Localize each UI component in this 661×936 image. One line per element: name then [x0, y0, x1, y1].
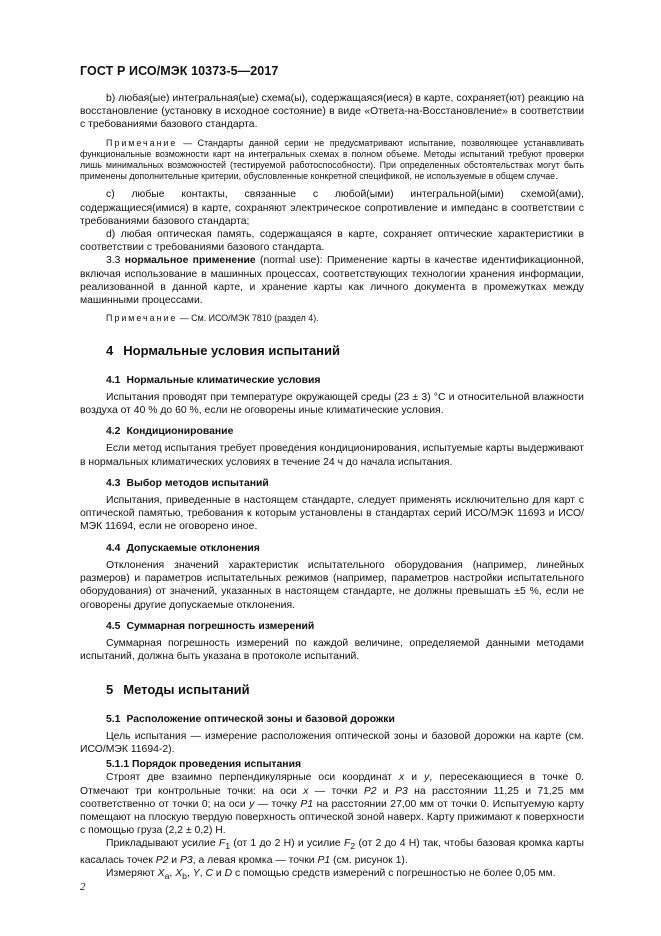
subsection-number: 5.1	[106, 713, 121, 725]
text-run: на расстоянии 11,25 и 71,25 мм соответственно от точки 0; на оси	[80, 785, 584, 810]
section-4-heading	[106, 344, 584, 357]
section-number: 4	[106, 343, 114, 359]
paragraph-4-5: Суммарная погрешность измерений по каждой величине, определяемой данными методами испытаний, должна быть указана в протоколе испытаний.	[80, 637, 584, 663]
subsection-title: Порядок проведения испытания	[132, 759, 302, 771]
subscript: b	[182, 870, 187, 881]
text-run: с помощью средств измерений с погрешностью не более 0,05 мм.	[232, 867, 556, 879]
var-y-cap: Y	[192, 867, 200, 879]
subsection-number: 4.1	[106, 374, 121, 386]
var-y: y	[249, 798, 255, 810]
paragraph-4-3: Испытания, приведенные в настоящем стандарте, следует применять исключительно для карт с оптической памятью, требования к которым установлены в стандартах серий ИСО/МЭК 11693 и ИСО/МЭК 11694, если не оговорено иное.	[80, 495, 584, 533]
text-run: на расстоянии 27,00 мм от точки 0. Испытуемую карту помещают на плоскую твердую поверхность оптической зоной наверх. Карту прижимают к поверхности с помощью груза (2,2 ± 0,2) Н.	[80, 798, 584, 837]
subsection-4-3-heading	[106, 477, 584, 490]
subsection-title: Нормальные климатические условия	[126, 374, 321, 386]
text-run: Строят две взаимно перпендикулярные оси координат	[106, 772, 400, 784]
section-number: 5	[106, 682, 114, 698]
paragraph-4-2: Если метод испытания требует проведения кондиционирования, испытуемые карты выдерживают в нормальных климатических условиях в течение 24 ч до начала испытания.	[80, 443, 584, 468]
var-x: x	[399, 772, 405, 784]
subscript: 2	[350, 841, 356, 852]
paragraph-5-1-1-b	[80, 837, 584, 866]
var-f: F	[218, 838, 226, 850]
note-1	[80, 138, 584, 183]
subsection-number: 5.1.1	[106, 759, 130, 771]
var-p2: P2	[155, 854, 169, 866]
text-run: и	[404, 772, 425, 784]
var-x: x	[303, 785, 309, 797]
text-run: , а левая кромка — точки	[192, 854, 318, 866]
text-run: (от 2 до 4 Н) так, чтобы базовая кромка карты касалась точек	[80, 838, 584, 866]
page-number: 2	[80, 881, 86, 893]
paragraph-4-4: Отклонения значений характеристик испытательного оборудования (например, линейных размеров) и параметров испытательных режимов (например, параметров настройки испытательного оборудования) от значений, указанных в настоящем стандарте, не должны превышать ±5 %, если не оговорены другие допускаемые отклонения.	[80, 559, 584, 611]
text-run: (от 1 до 2 Н) и усилие	[230, 838, 344, 850]
text-run: и	[168, 854, 180, 866]
var-p3: P3	[179, 854, 193, 866]
var-x-cap: X	[157, 867, 165, 879]
subsection-4-2-heading	[106, 425, 584, 438]
subsection-4-4-heading	[106, 542, 584, 555]
var-p1: P1	[300, 798, 314, 810]
note-text: — См. ИСО/МЭК 7810 (раздел 4).	[177, 313, 319, 324]
clause-3-3	[80, 254, 584, 307]
subsection-5-1-heading	[106, 713, 584, 726]
paragraph-5-1-1-a	[80, 771, 584, 837]
clause-number: 3.3	[106, 255, 121, 267]
list-item-b: b) любая(ые) интегральная(ые) схема(ы), содержащаяся(иеся) в карте, сохраняет(ют) реакцию на восстановление (установку в исходное состояние) в виде «Ответа-на-Восстановление» в соответствии с требованиями базового стандарта.	[80, 93, 584, 131]
text-run: , пересекающиеся в точке 0. Отмечают три контрольные точки: на оси	[80, 772, 585, 797]
section-title: Нормальные условия испытаний	[123, 343, 341, 359]
list-item-d: d) любая оптическая память, содержащаяся в карте, сохраняет оптические характеристики в соответствии с требованиями базового стандарта.	[80, 229, 584, 254]
subsection-number: 4.5	[106, 620, 121, 632]
var-x-cap: X	[175, 867, 183, 879]
var-p2: P2	[363, 785, 377, 797]
var-y: y	[424, 772, 430, 784]
note-text: — Стандарты данной серии не предусматривают испытание, позволяющее устанавливать функциональные возможности карт на интегральных схемах в полном объеме. Методы испытаний требуют проверки лишь минимальных возможностей (тестируемой работоспособности). При определенных обстоятельствах могут быть применены дополнительные критерии, обусловленные конкретной спецификой, не используемые в общем случае.	[80, 137, 584, 182]
text-run: и	[376, 785, 396, 797]
subsection-4-5-heading	[106, 620, 584, 633]
subsection-number: 4.2	[106, 426, 121, 438]
text-run: Измеряют	[106, 867, 158, 879]
subsection-title: Суммарная погрешность измерений	[126, 620, 315, 632]
var-f: F	[344, 838, 351, 850]
note-2	[80, 313, 584, 324]
document-header: ГОСТ Р ИСО/МЭК 10373-5—2017	[80, 64, 279, 78]
paragraph-5-1: Цель испытания — измерение расположения оптической зоны и базовой дорожки на карте (см. ИСО/МЭК 11694-2).	[80, 730, 584, 755]
text-run: — точку	[254, 798, 301, 810]
subsection-title: Выбор методов испытаний	[126, 477, 269, 489]
text-run: (см. рисунок 1).	[330, 854, 408, 866]
text-run: Прикладывают усилие	[106, 838, 219, 850]
subsection-title: Расположение оптической зоны и базовой дорожки	[126, 713, 395, 725]
paragraph-4-1: Испытания проводят при температуре окружающей среды (23 ± 3) °С и относительной влажности воздуха от 40 % до 60 %, если не оговорены иные климатические условия.	[80, 391, 584, 417]
paragraph-5-1-1-c: Измеряют $X_a$, $X_b$, Y, C и D с помощью средств измерений с погрешностью не более 0,05 мм.	[106, 867, 556, 881]
note-label: Примечание	[106, 313, 178, 324]
note-label: Примечание	[106, 137, 178, 148]
subsection-title: Кондиционирование	[126, 426, 234, 438]
section-title: Методы испытаний	[123, 682, 250, 698]
subscript: a	[164, 870, 170, 881]
page-content	[80, 92, 584, 883]
var-c: C	[205, 867, 213, 879]
subsection-4-1-heading	[106, 374, 584, 387]
clause-term: нормальное применение	[124, 255, 256, 267]
section-5-heading	[106, 683, 584, 696]
subsection-number: 4.4	[106, 542, 121, 554]
var-d: D	[224, 867, 233, 879]
subsection-title: Допускаемые отклонения	[126, 542, 260, 554]
list-item-c: c) любые контакты, связанные с любой(ыми) интегральной(ыми) схемой(ами), содержащиеся(имися) в карте, сохраняют электрическое сопротивление и импеданс в соответствии с требованиями базового стандарта;	[80, 189, 584, 227]
subsection-number: 4.3	[106, 477, 121, 489]
subsection-5-1-1-heading	[106, 758, 584, 771]
var-p1: P1	[317, 854, 331, 866]
text-run: — точки	[308, 785, 364, 797]
subscript: 1	[225, 841, 231, 852]
var-p3: P3	[395, 785, 408, 797]
clause-text: (normal use): Применение карты в качестве идентификационной, включая использование в машинных процессах, соответствующих технологии хранения информации, реализованной в данной карте, и хранение карты как личного документа в промежутках между машинными процессами.	[80, 255, 584, 307]
